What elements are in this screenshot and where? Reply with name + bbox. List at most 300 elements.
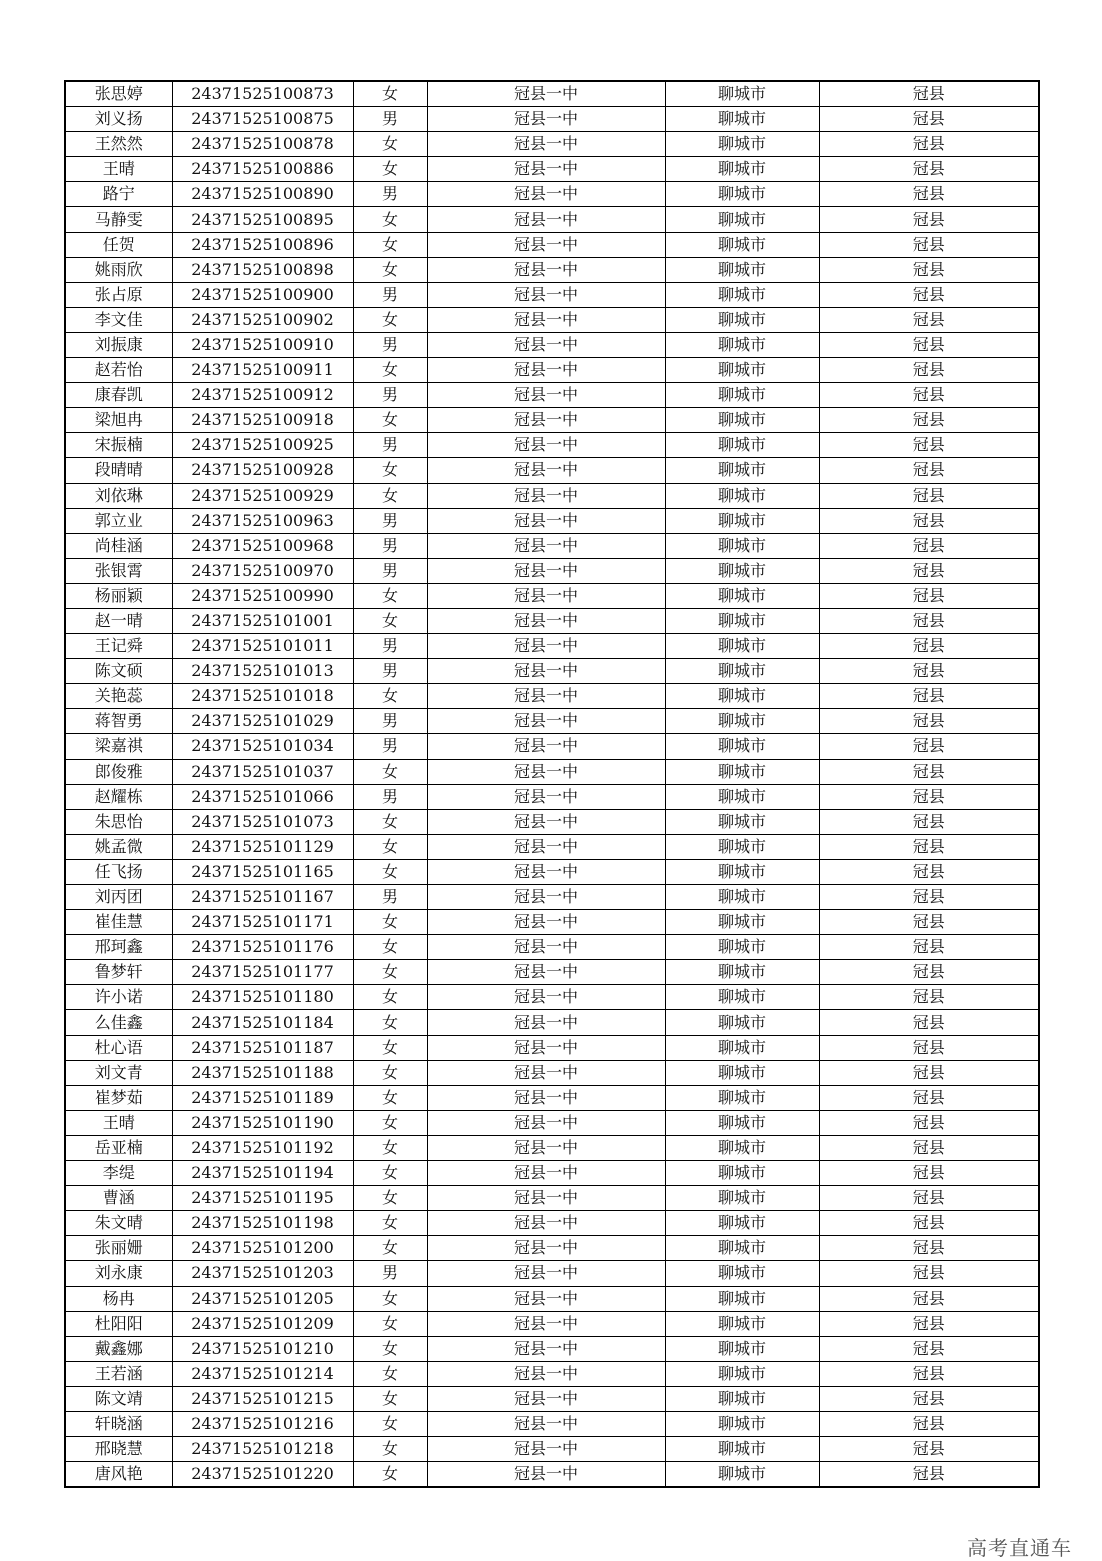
exam-id-cell: 24371525101214 [172, 1361, 353, 1386]
city-cell: 聊城市 [665, 1437, 819, 1462]
school-cell: 冠县一中 [427, 1411, 665, 1436]
school-cell: 冠县一中 [427, 608, 665, 633]
table-row [65, 433, 1039, 458]
exam-id-cell: 24371525101192 [172, 1135, 353, 1160]
school-cell: 冠县一中 [427, 483, 665, 508]
exam-id-cell: 24371525100895 [172, 207, 353, 232]
school-cell: 冠县一中 [427, 1135, 665, 1160]
gender-cell: 男 [353, 885, 427, 910]
gender-cell: 女 [353, 1010, 427, 1035]
school-cell: 冠县一中 [427, 1035, 665, 1060]
table-row [65, 1236, 1039, 1261]
gender-cell: 女 [353, 583, 427, 608]
school-cell: 冠县一中 [427, 1161, 665, 1186]
school-cell: 冠县一中 [427, 383, 665, 408]
name-cell: 刘依琳 [65, 483, 172, 508]
school-cell: 冠县一中 [427, 257, 665, 282]
name-cell: 张银霄 [65, 558, 172, 583]
gender-cell: 男 [353, 709, 427, 734]
name-cell: 王若涵 [65, 1361, 172, 1386]
table-row [65, 608, 1039, 633]
city-cell: 聊城市 [665, 1035, 819, 1060]
name-cell: 崔佳慧 [65, 910, 172, 935]
school-cell: 冠县一中 [427, 1261, 665, 1286]
table-row [65, 885, 1039, 910]
county-cell: 冠县 [819, 1236, 1039, 1261]
county-cell: 冠县 [819, 859, 1039, 884]
gender-cell: 男 [353, 282, 427, 307]
table-row [65, 182, 1039, 207]
name-cell: 曹涵 [65, 1186, 172, 1211]
school-cell: 冠县一中 [427, 408, 665, 433]
table-row [65, 358, 1039, 383]
school-cell: 冠县一中 [427, 759, 665, 784]
gender-cell: 女 [353, 1161, 427, 1186]
exam-id-cell: 24371525100875 [172, 107, 353, 132]
county-cell: 冠县 [819, 558, 1039, 583]
county-cell: 冠县 [819, 282, 1039, 307]
city-cell: 聊城市 [665, 558, 819, 583]
table-row [65, 910, 1039, 935]
exam-id-cell: 24371525101171 [172, 910, 353, 935]
name-cell: 鲁梦轩 [65, 960, 172, 985]
name-cell: 郎俊雅 [65, 759, 172, 784]
county-cell: 冠县 [819, 1286, 1039, 1311]
name-cell: 岳亚楠 [65, 1135, 172, 1160]
table-row [65, 1035, 1039, 1060]
table-row [65, 257, 1039, 282]
exam-id-cell: 24371525101176 [172, 935, 353, 960]
name-cell: 王晴 [65, 157, 172, 182]
gender-cell: 女 [353, 684, 427, 709]
exam-id-cell: 24371525101215 [172, 1386, 353, 1411]
school-cell: 冠县一中 [427, 659, 665, 684]
city-cell: 聊城市 [665, 1211, 819, 1236]
exam-id-cell: 24371525100873 [172, 81, 353, 107]
city-cell: 聊城市 [665, 759, 819, 784]
exam-id-cell: 24371525101073 [172, 809, 353, 834]
exam-id-cell: 24371525101210 [172, 1336, 353, 1361]
county-cell: 冠县 [819, 207, 1039, 232]
school-cell: 冠县一中 [427, 583, 665, 608]
county-cell: 冠县 [819, 1462, 1039, 1488]
city-cell: 聊城市 [665, 458, 819, 483]
name-cell: 赵若怡 [65, 358, 172, 383]
gender-cell: 女 [353, 408, 427, 433]
county-cell: 冠县 [819, 1311, 1039, 1336]
gender-cell: 女 [353, 985, 427, 1010]
table-row [65, 533, 1039, 558]
gender-cell: 男 [353, 383, 427, 408]
name-cell: 陈文硕 [65, 659, 172, 684]
county-cell: 冠县 [819, 910, 1039, 935]
school-cell: 冠县一中 [427, 809, 665, 834]
table-row [65, 232, 1039, 257]
exam-id-cell: 24371525101018 [172, 684, 353, 709]
city-cell: 聊城市 [665, 383, 819, 408]
name-cell: 张思婷 [65, 81, 172, 107]
county-cell: 冠县 [819, 358, 1039, 383]
city-cell: 聊城市 [665, 1286, 819, 1311]
gender-cell: 女 [353, 1085, 427, 1110]
school-cell: 冠县一中 [427, 182, 665, 207]
school-cell: 冠县一中 [427, 107, 665, 132]
name-cell: 杨丽颖 [65, 583, 172, 608]
name-cell: 段晴晴 [65, 458, 172, 483]
school-cell: 冠县一中 [427, 859, 665, 884]
name-cell: 朱文晴 [65, 1211, 172, 1236]
school-cell: 冠县一中 [427, 132, 665, 157]
school-cell: 冠县一中 [427, 885, 665, 910]
gender-cell: 男 [353, 107, 427, 132]
county-cell: 冠县 [819, 1010, 1039, 1035]
school-cell: 冠县一中 [427, 784, 665, 809]
table-row [65, 1286, 1039, 1311]
school-cell: 冠县一中 [427, 207, 665, 232]
exam-id-cell: 24371525101216 [172, 1411, 353, 1436]
gender-cell: 女 [353, 458, 427, 483]
county-cell: 冠县 [819, 709, 1039, 734]
school-cell: 冠县一中 [427, 684, 665, 709]
city-cell: 聊城市 [665, 910, 819, 935]
gender-cell: 男 [353, 533, 427, 558]
gender-cell: 女 [353, 910, 427, 935]
county-cell: 冠县 [819, 383, 1039, 408]
exam-id-cell: 24371525101205 [172, 1286, 353, 1311]
city-cell: 聊城市 [665, 583, 819, 608]
name-cell: 梁旭冉 [65, 408, 172, 433]
city-cell: 聊城市 [665, 1161, 819, 1186]
city-cell: 聊城市 [665, 1411, 819, 1436]
name-cell: 路宁 [65, 182, 172, 207]
name-cell: 李文佳 [65, 307, 172, 332]
county-cell: 冠县 [819, 834, 1039, 859]
table-row [65, 1211, 1039, 1236]
table-row [65, 834, 1039, 859]
county-cell: 冠县 [819, 157, 1039, 182]
gender-cell: 女 [353, 257, 427, 282]
gender-cell: 男 [353, 558, 427, 583]
city-cell: 聊城市 [665, 508, 819, 533]
table-row [65, 1110, 1039, 1135]
table-row [65, 1161, 1039, 1186]
table-row [65, 734, 1039, 759]
name-cell: 邢晓慧 [65, 1437, 172, 1462]
name-cell: 刘丙团 [65, 885, 172, 910]
exam-id-cell: 24371525100898 [172, 257, 353, 282]
table-row [65, 1386, 1039, 1411]
gender-cell: 男 [353, 1261, 427, 1286]
table-row [65, 332, 1039, 357]
gender-cell: 男 [353, 508, 427, 533]
city-cell: 聊城市 [665, 834, 819, 859]
school-cell: 冠县一中 [427, 458, 665, 483]
roster-body [65, 81, 1039, 1487]
school-cell: 冠县一中 [427, 282, 665, 307]
exam-id-cell: 24371525101129 [172, 834, 353, 859]
exam-id-cell: 24371525101187 [172, 1035, 353, 1060]
name-cell: 张丽姗 [65, 1236, 172, 1261]
city-cell: 聊城市 [665, 734, 819, 759]
exam-id-cell: 24371525100968 [172, 533, 353, 558]
table-row [65, 960, 1039, 985]
table-row [65, 1135, 1039, 1160]
county-cell: 冠县 [819, 458, 1039, 483]
table-row [65, 1261, 1039, 1286]
name-cell: 戴鑫娜 [65, 1336, 172, 1361]
name-cell: 王记舜 [65, 634, 172, 659]
school-cell: 冠县一中 [427, 508, 665, 533]
exam-id-cell: 24371525101184 [172, 1010, 353, 1035]
exam-id-cell: 24371525100902 [172, 307, 353, 332]
city-cell: 聊城市 [665, 1010, 819, 1035]
exam-id-cell: 24371525101203 [172, 1261, 353, 1286]
table-row [65, 784, 1039, 809]
school-cell: 冠县一中 [427, 558, 665, 583]
name-cell: 唐风艳 [65, 1462, 172, 1488]
county-cell: 冠县 [819, 182, 1039, 207]
exam-id-cell: 24371525101167 [172, 885, 353, 910]
exam-id-cell: 24371525101190 [172, 1110, 353, 1135]
school-cell: 冠县一中 [427, 1437, 665, 1462]
gender-cell: 女 [353, 358, 427, 383]
name-cell: 刘义扬 [65, 107, 172, 132]
school-cell: 冠县一中 [427, 634, 665, 659]
school-cell: 冠县一中 [427, 1361, 665, 1386]
city-cell: 聊城市 [665, 1135, 819, 1160]
name-cell: 关艳蕊 [65, 684, 172, 709]
name-cell: 轩晓涵 [65, 1411, 172, 1436]
exam-id-cell: 24371525101209 [172, 1311, 353, 1336]
name-cell: 刘振康 [65, 332, 172, 357]
gender-cell: 女 [353, 207, 427, 232]
name-cell: 张占原 [65, 282, 172, 307]
table-row [65, 583, 1039, 608]
gender-cell: 女 [353, 1311, 427, 1336]
city-cell: 聊城市 [665, 232, 819, 257]
county-cell: 冠县 [819, 1336, 1039, 1361]
table-row [65, 1010, 1039, 1035]
county-cell: 冠县 [819, 759, 1039, 784]
table-row [65, 684, 1039, 709]
exam-id-cell: 24371525101037 [172, 759, 353, 784]
exam-id-cell: 24371525101013 [172, 659, 353, 684]
county-cell: 冠县 [819, 634, 1039, 659]
name-cell: 马静雯 [65, 207, 172, 232]
student-roster-table [64, 80, 1040, 1488]
school-cell: 冠县一中 [427, 1010, 665, 1035]
county-cell: 冠县 [819, 1211, 1039, 1236]
city-cell: 聊城市 [665, 307, 819, 332]
gender-cell: 女 [353, 1462, 427, 1488]
county-cell: 冠县 [819, 307, 1039, 332]
county-cell: 冠县 [819, 935, 1039, 960]
table-row [65, 1085, 1039, 1110]
exam-id-cell: 24371525100911 [172, 358, 353, 383]
exam-id-cell: 24371525101189 [172, 1085, 353, 1110]
name-cell: 王然然 [65, 132, 172, 157]
table-row [65, 659, 1039, 684]
city-cell: 聊城市 [665, 784, 819, 809]
county-cell: 冠县 [819, 1110, 1039, 1135]
school-cell: 冠县一中 [427, 709, 665, 734]
school-cell: 冠县一中 [427, 1311, 665, 1336]
city-cell: 聊城市 [665, 1361, 819, 1386]
name-cell: 杨冉 [65, 1286, 172, 1311]
exam-id-cell: 24371525100990 [172, 583, 353, 608]
exam-id-cell: 24371525101034 [172, 734, 353, 759]
city-cell: 聊城市 [665, 533, 819, 558]
gender-cell: 女 [353, 1060, 427, 1085]
school-cell: 冠县一中 [427, 1236, 665, 1261]
table-row [65, 1411, 1039, 1436]
city-cell: 聊城市 [665, 1060, 819, 1085]
school-cell: 冠县一中 [427, 157, 665, 182]
gender-cell: 男 [353, 734, 427, 759]
exam-id-cell: 24371525100912 [172, 383, 353, 408]
gender-cell: 女 [353, 759, 427, 784]
name-cell: 王晴 [65, 1110, 172, 1135]
county-cell: 冠县 [819, 257, 1039, 282]
table-row [65, 383, 1039, 408]
name-cell: 刘永康 [65, 1261, 172, 1286]
table-row [65, 1186, 1039, 1211]
exam-id-cell: 24371525101194 [172, 1161, 353, 1186]
school-cell: 冠县一中 [427, 910, 665, 935]
name-cell: 蒋智勇 [65, 709, 172, 734]
city-cell: 聊城市 [665, 960, 819, 985]
county-cell: 冠县 [819, 659, 1039, 684]
gender-cell: 男 [353, 659, 427, 684]
gender-cell: 女 [353, 1035, 427, 1060]
table-row [65, 759, 1039, 784]
exam-id-cell: 24371525101195 [172, 1186, 353, 1211]
county-cell: 冠县 [819, 433, 1039, 458]
gender-cell: 女 [353, 1186, 427, 1211]
county-cell: 冠县 [819, 784, 1039, 809]
name-cell: 郭立业 [65, 508, 172, 533]
city-cell: 聊城市 [665, 859, 819, 884]
exam-id-cell: 24371525100925 [172, 433, 353, 458]
gender-cell: 男 [353, 784, 427, 809]
city-cell: 聊城市 [665, 182, 819, 207]
exam-id-cell: 24371525101029 [172, 709, 353, 734]
exam-id-cell: 24371525101066 [172, 784, 353, 809]
table-row [65, 132, 1039, 157]
exam-id-cell: 24371525100910 [172, 332, 353, 357]
city-cell: 聊城市 [665, 483, 819, 508]
city-cell: 聊城市 [665, 1261, 819, 1286]
name-cell: 杜心语 [65, 1035, 172, 1060]
table-row [65, 81, 1039, 107]
gender-cell: 女 [353, 483, 427, 508]
exam-id-cell: 24371525100918 [172, 408, 353, 433]
name-cell: 康春凯 [65, 383, 172, 408]
name-cell: 宋振楠 [65, 433, 172, 458]
exam-id-cell: 24371525100963 [172, 508, 353, 533]
name-cell: 朱思怡 [65, 809, 172, 834]
county-cell: 冠县 [819, 885, 1039, 910]
table-row [65, 634, 1039, 659]
school-cell: 冠县一中 [427, 1060, 665, 1085]
watermark-text: 高考直通车 [967, 1536, 1072, 1560]
gender-cell: 女 [353, 960, 427, 985]
school-cell: 冠县一中 [427, 232, 665, 257]
exam-id-cell: 24371525101177 [172, 960, 353, 985]
name-cell: 杜阳阳 [65, 1311, 172, 1336]
county-cell: 冠县 [819, 533, 1039, 558]
table-row [65, 859, 1039, 884]
school-cell: 冠县一中 [427, 1336, 665, 1361]
gender-cell: 女 [353, 132, 427, 157]
city-cell: 聊城市 [665, 1236, 819, 1261]
county-cell: 冠县 [819, 985, 1039, 1010]
city-cell: 聊城市 [665, 809, 819, 834]
table-row [65, 709, 1039, 734]
school-cell: 冠县一中 [427, 985, 665, 1010]
city-cell: 聊城市 [665, 1085, 819, 1110]
school-cell: 冠县一中 [427, 734, 665, 759]
city-cell: 聊城市 [665, 709, 819, 734]
school-cell: 冠县一中 [427, 960, 665, 985]
school-cell: 冠县一中 [427, 1186, 665, 1211]
table-row [65, 483, 1039, 508]
city-cell: 聊城市 [665, 332, 819, 357]
county-cell: 冠县 [819, 132, 1039, 157]
exam-id-cell: 24371525101188 [172, 1060, 353, 1085]
city-cell: 聊城市 [665, 985, 819, 1010]
county-cell: 冠县 [819, 583, 1039, 608]
county-cell: 冠县 [819, 809, 1039, 834]
school-cell: 冠县一中 [427, 1386, 665, 1411]
table-row [65, 157, 1039, 182]
county-cell: 冠县 [819, 1361, 1039, 1386]
table-row [65, 1060, 1039, 1085]
name-cell: 姚雨欣 [65, 257, 172, 282]
exam-id-cell: 24371525101165 [172, 859, 353, 884]
gender-cell: 男 [353, 634, 427, 659]
city-cell: 聊城市 [665, 1336, 819, 1361]
gender-cell: 女 [353, 1110, 427, 1135]
city-cell: 聊城市 [665, 132, 819, 157]
city-cell: 聊城市 [665, 634, 819, 659]
table-row [65, 458, 1039, 483]
gender-cell: 男 [353, 433, 427, 458]
table-row [65, 282, 1039, 307]
county-cell: 冠县 [819, 483, 1039, 508]
county-cell: 冠县 [819, 608, 1039, 633]
county-cell: 冠县 [819, 1135, 1039, 1160]
gender-cell: 女 [353, 834, 427, 859]
county-cell: 冠县 [819, 81, 1039, 107]
exam-id-cell: 24371525101218 [172, 1437, 353, 1462]
exam-id-cell: 24371525100896 [172, 232, 353, 257]
name-cell: 任飞扬 [65, 859, 172, 884]
school-cell: 冠县一中 [427, 935, 665, 960]
school-cell: 冠县一中 [427, 1110, 665, 1135]
city-cell: 聊城市 [665, 935, 819, 960]
table-row [65, 1437, 1039, 1462]
city-cell: 聊城市 [665, 81, 819, 107]
exam-id-cell: 24371525101001 [172, 608, 353, 633]
table-row [65, 558, 1039, 583]
exam-id-cell: 24371525101180 [172, 985, 353, 1010]
county-cell: 冠县 [819, 332, 1039, 357]
name-cell: 么佳鑫 [65, 1010, 172, 1035]
school-cell: 冠县一中 [427, 1211, 665, 1236]
table-row [65, 985, 1039, 1010]
exam-id-cell: 24371525100890 [172, 182, 353, 207]
